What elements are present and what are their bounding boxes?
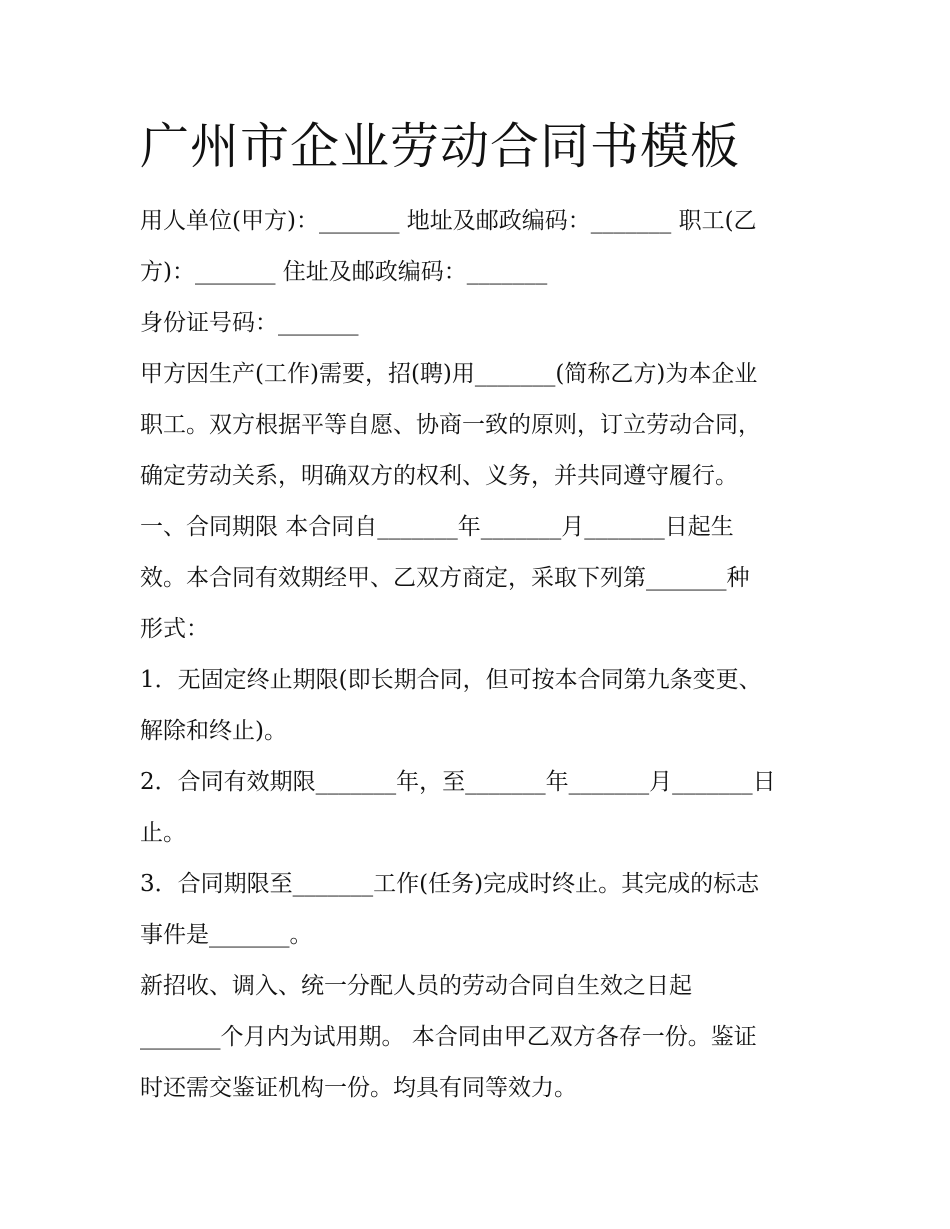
text-line: 一、合同期限 本合同自_______年_______月_______日起生	[140, 514, 734, 540]
text-line: 形式：	[140, 616, 209, 642]
text-line: 事件是_______。	[140, 922, 313, 948]
text-line: _______个月内为试用期。 本合同由甲乙双方各存一份。鉴证	[140, 1024, 757, 1050]
text-line: 3．合同期限至_______工作(任务)完成时终止。其完成的标志	[140, 871, 760, 897]
text-line: 用人单位(甲方)：_______ 地址及邮政编码：_______ 职工(乙	[140, 208, 757, 234]
text-line: 职工。双方根据平等自愿、协商一致的原则，订立劳动合同，	[140, 412, 761, 438]
text-line: 解除和终止)。	[140, 718, 287, 744]
document-page	[140, 110, 810, 1114]
document-title: 广州市企业劳动合同书模板	[140, 118, 741, 175]
text-line: 2．合同有效期限_______年，至_______年_______月_______日	[140, 769, 776, 795]
text-line: 止。	[140, 820, 186, 846]
text-line: 确定劳动关系，明确双方的权利、义务，并共同遵守履行。	[140, 463, 738, 489]
text-line: 身份证号码：_______	[140, 310, 359, 336]
text-line: 甲方因生产(工作)需要，招(聘)用_______(简称乙方)为本企业	[140, 361, 758, 387]
text-line: 方)：_______ 住址及邮政编码：_______	[140, 259, 548, 285]
text-line: 时还需交鉴证机构一份。均具有同等效力。	[140, 1075, 577, 1101]
document-body	[140, 196, 810, 1114]
text-line: 效。本合同有效期经甲、乙双方商定，采取下列第_______种	[140, 565, 750, 591]
text-line: 新招收、调入、统一分配人员的劳动合同自生效之日起	[140, 973, 692, 999]
text-line: 1．无固定终止期限(即长期合同，但可按本合同第九条变更、	[140, 667, 762, 693]
